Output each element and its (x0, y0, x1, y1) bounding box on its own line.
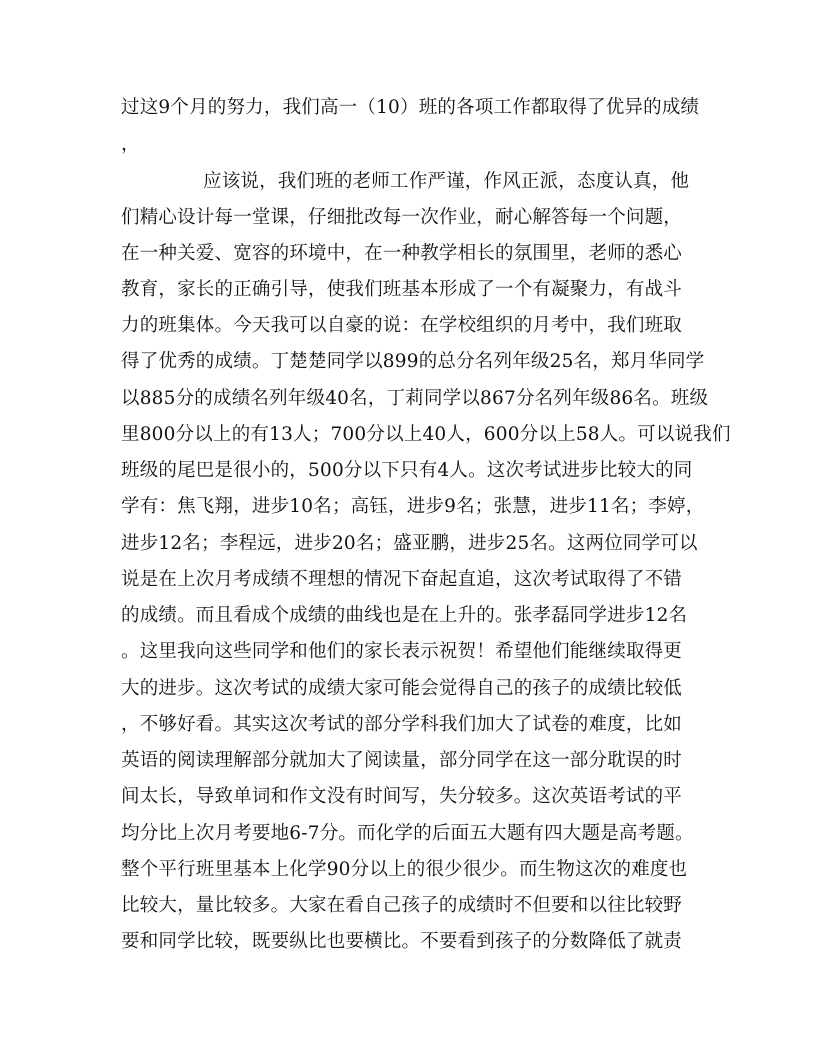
text-line: 。这里我向这些同学和他们的家长表示祝贺！希望他们能继续取得更 (121, 641, 683, 662)
text-line: 要和同学比较，既要纵比也要横比。不要看到孩子的分数降低了就责 (121, 931, 683, 952)
text-line: 过这9个月的努力，我们高一（10）班的各项工作都取得了优异的成绩 (121, 97, 700, 118)
text-line: 得了优秀的成绩。丁楚楚同学以899的总分名列年级25名，郑月华同学 (121, 351, 705, 372)
text-line: 均分比上次月考要地6-7分。而化学的后面五大题有四大题是高考题。 (121, 823, 694, 844)
text-line: 班级的尾巴是很小的，500分以下只有4人。这次考试进步比较大的同 (121, 460, 693, 481)
text-line: 力的班集体。今天我可以自豪的说：在学校组织的月考中，我们班取 (121, 315, 683, 336)
text-line: 学有：焦飞翔，进步10名；高钰，进步9名；张慧，进步11名；李婷， (121, 496, 705, 517)
text-line: 的成绩。而且看成个成绩的曲线也是在上升的。张孝磊同学进步12名 (121, 605, 688, 626)
text-line: 说是在上次月考成绩不理想的情况下奋起直追，这次考试取得了不错 (121, 569, 683, 590)
paragraph-first-line: 应该说，我们班的老师工作严谨，作风正派，态度认真，他 (203, 171, 690, 192)
text-line: 在一种关爱、宽容的环境中，在一种教学相长的氛围里，老师的悉心 (121, 243, 683, 264)
text-line: 以885分的成绩名列年级40名，丁莉同学以867分名列年级86名。班级 (121, 388, 709, 409)
text-line: 整个平行班里基本上化学90分以上的很少很少。而生物这次的难度也 (121, 859, 688, 880)
text-line: 们精心设计每一堂课，仔细批改每一次作业，耐心解答每一个问题， (121, 207, 683, 228)
text-line: ， (121, 134, 140, 155)
text-line: 英语的阅读理解部分就加大了阅读量，部分同学在这一部分耽误的时 (121, 750, 683, 771)
text-line: 间太长，导致单词和作文没有时间写，失分较多。这次英语考试的平 (121, 786, 683, 807)
text-line: 进步12名；李程远，进步20名；盛亚鹏，进步25名。这两位同学可以 (121, 533, 698, 554)
text-line: 教育，家长的正确引导，使我们班基本形成了一个有凝聚力，有战斗 (121, 279, 683, 300)
text-line: ，不够好看。其实这次考试的部分学科我们加大了试卷的难度，比如 (121, 714, 683, 735)
text-line: 里800分以上的有13人；700分以上40人，600分以上58人。可以说我们 (121, 424, 731, 445)
text-line: 比较大，量比较多。大家在看自己孩子的成绩时不但要和以往比较野 (121, 895, 683, 916)
text-line: 大的进步。这次考试的成绩大家可能会觉得自己的孩子的成绩比较低 (121, 678, 683, 699)
